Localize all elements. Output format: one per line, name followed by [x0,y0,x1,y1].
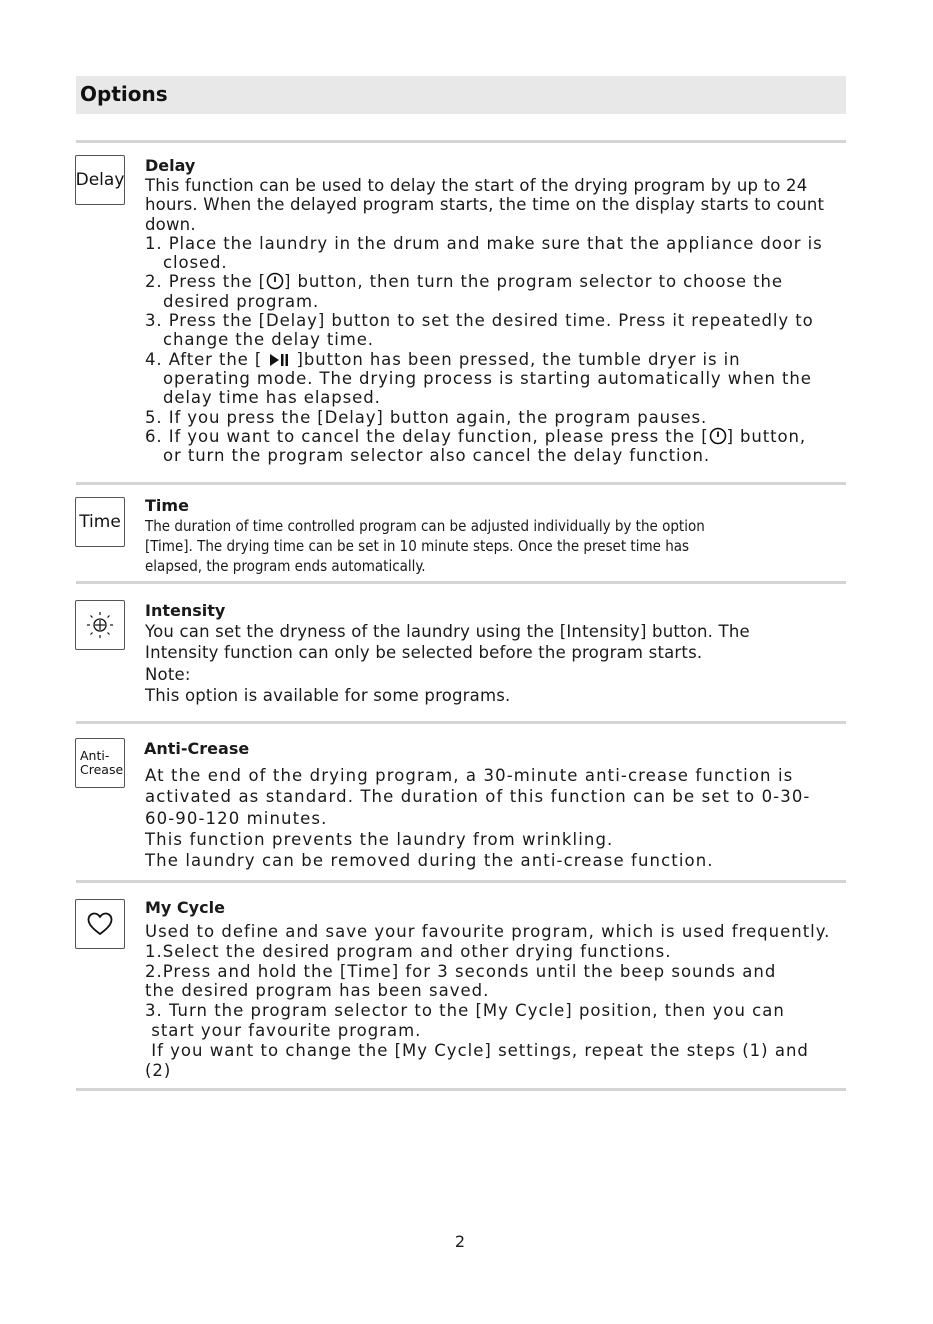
delay-step-1: 1. Place the laundry in the drum and make sure that the appliance door is [145,233,823,253]
mycycle-step-2-cont: the desired program has been saved. [145,981,490,1001]
options-header-bar [76,76,846,114]
delay-step-3-cont: change the delay time. [163,330,374,350]
mycycle-change-note: If you want to change the [My Cycle] settings, repeat the steps (1) and [145,1040,809,1060]
anticrease-title: Anti-Crease [144,739,250,758]
anticrease-content [145,738,850,871]
divider [76,721,846,724]
power-icon [266,272,284,290]
delay-step-6: 6. If you want to cancel the delay function, please press the [ ] button, [145,426,807,446]
intensity-icon [85,610,115,640]
intensity-text-2: Intensity function can only be selected before the program starts. [145,643,703,663]
divider [76,581,846,584]
anticrease-text-2: activated as standard. The duration of this function can be set to 0-30- [145,787,811,807]
heart-icon [86,911,114,937]
intensity-title: Intensity [145,601,226,620]
anticrease-text-5: The laundry can be removed during the anti-crease function. [145,851,714,871]
time-content [145,495,850,576]
mycycle-change-note-cont: (2) [145,1060,172,1080]
time-text-2: [Time]. The drying time can be set in 10 minute steps. Once the preset time has [145,537,690,555]
delay-step-2-cont: desired program. [163,291,320,311]
delay-title: Delay [145,156,196,175]
divider [76,140,846,143]
anticrease-text-4: This function prevents the laundry from wrinkling. [145,829,614,849]
intensity-note-label: Note: [145,664,191,684]
anticrease-text-1: At the end of the drying program, a 30-minute anti-crease function is [145,766,794,785]
delay-step-4-cont2: delay time has elapsed. [163,388,381,408]
divider [76,482,846,485]
time-text-1: The duration of time controlled program can be adjusted individually by the option [145,517,705,535]
time-icon-box [75,497,125,547]
play-pause-icon [268,352,290,368]
delay-step-2: 2. Press the [ ] button, then turn the program selector to choose the [145,272,783,292]
anticrease-icon-box [75,738,125,788]
anticrease-icon-label: Anti- Crease [80,748,124,777]
page-number: 2 [454,1232,466,1251]
intensity-content [145,600,850,706]
delay-step-4-cont: operating mode. The drying process is starting automatically when the [163,368,812,388]
intensity-note-text: This option is available for some programs. [145,685,511,705]
mycycle-icon-box [75,899,125,949]
time-text-3: elapsed, the program ends automatically. [145,557,426,575]
delay-step-3: 3. Press the [Delay] button to set the desired time. Press it repeatedly to [145,311,814,331]
intensity-text-1: You can set the dryness of the laundry using the [Intensity] button. The [145,622,750,641]
divider [76,880,846,883]
intensity-icon-box [75,600,125,650]
mycycle-step-1: 1.Select the desired program and other drying functions. [145,941,672,961]
delay-icon-box [75,155,125,205]
delay-step-5: 5. If you press the [Delay] button again, the program pauses. [145,407,708,427]
mycycle-step-2: 2.Press and hold the [Time] for 3 seconds until the beep sounds and [145,961,777,981]
options-title: Options [80,82,168,106]
mycycle-title: My Cycle [145,898,225,917]
mycycle-content [145,897,850,1080]
delay-step-4: 4. After the [ ]button has been pressed, the tumble dryer is in [145,349,741,369]
time-title: Time [145,496,189,515]
power-icon [709,427,727,445]
delay-step-1-cont: closed. [163,253,228,273]
delay-intro: This function can be used to delay the start of the drying program by up to 24 hours. When the delayed program starts, the time on the display starts to count down. [145,176,825,234]
delay-step-6-cont: or turn the program selector also cancel the delay function. [163,446,711,466]
mycycle-step-3: 3. Turn the program selector to the [My Cycle] position, then you can [145,1001,785,1021]
divider [76,1088,846,1091]
delay-icon-label: Delay [75,170,125,190]
delay-content [145,155,850,465]
anticrease-text-3: 60-90-120 minutes. [145,808,328,828]
mycycle-text-1: Used to define and save your favourite program, which is used frequently. [145,922,831,941]
mycycle-step-3-cont: start your favourite program. [145,1020,422,1040]
time-icon-label: Time [79,512,121,532]
